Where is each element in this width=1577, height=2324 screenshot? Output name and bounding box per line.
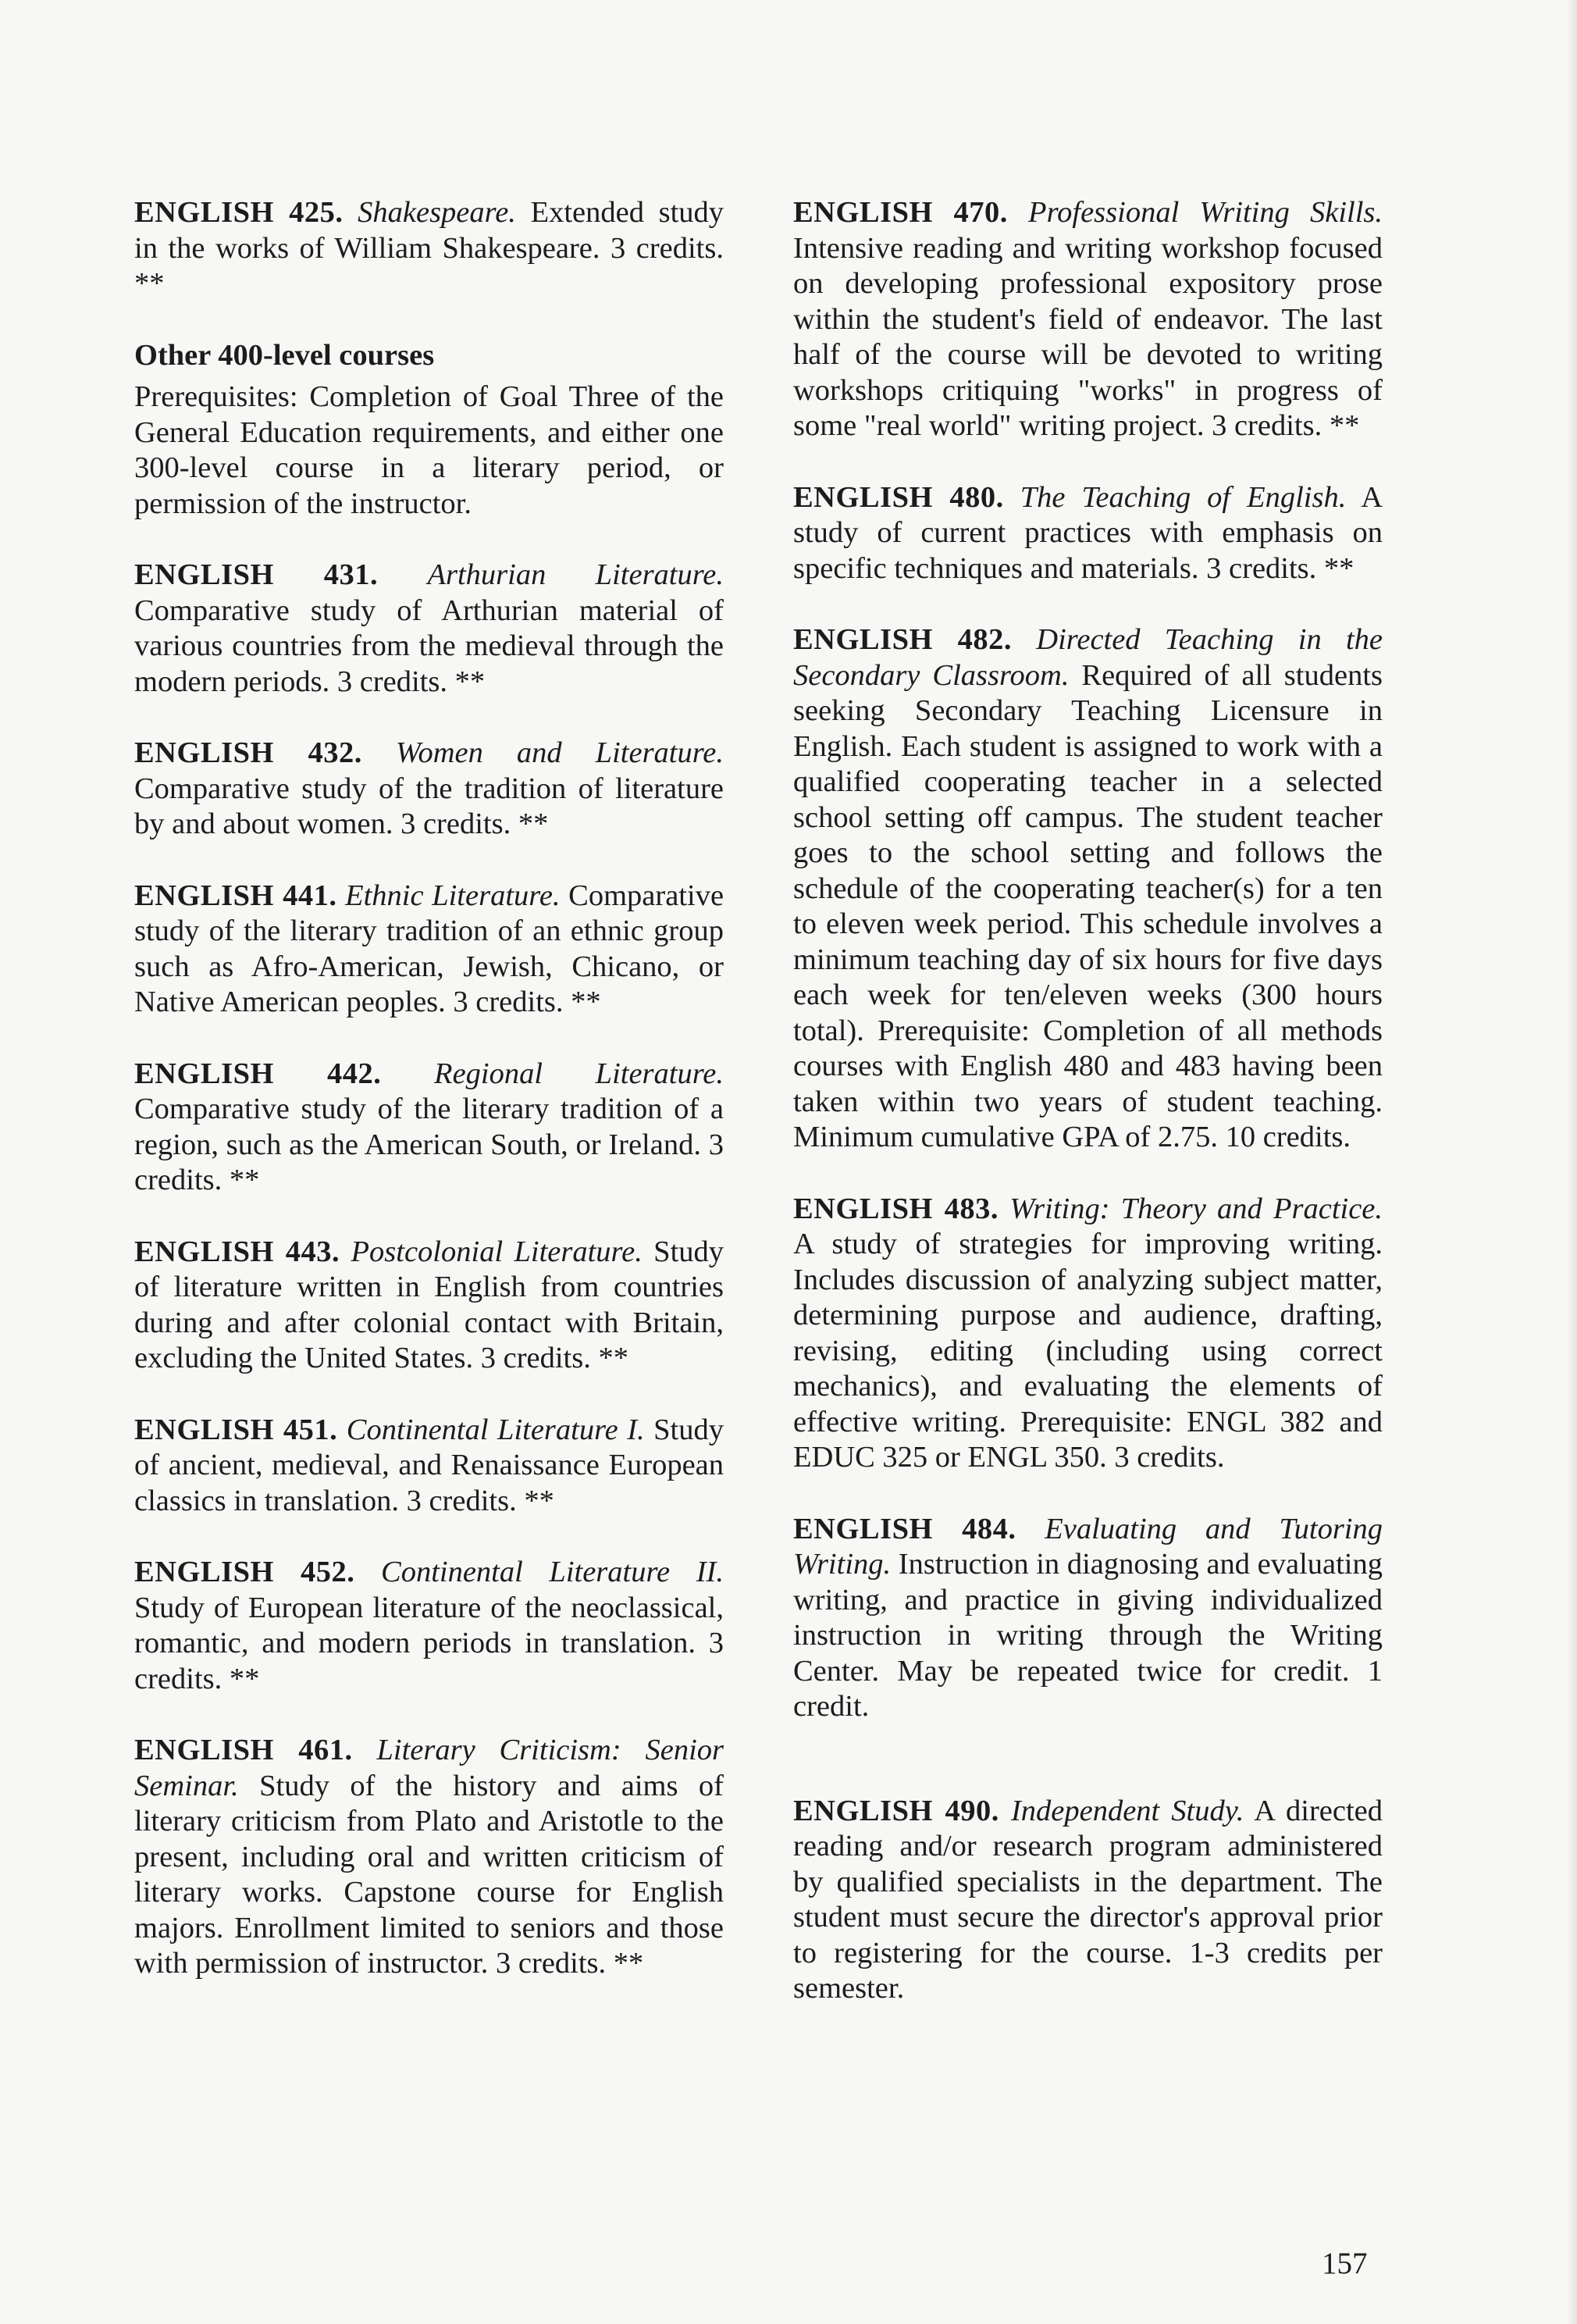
course-entry-451: [134, 1413, 724, 1520]
course-entry-483: [793, 1192, 1383, 1476]
course-description: A directed reading and/or research program administered by qualified specialists in the department. The student must secure the director's approval prior to registering for the course. 1-3 credits per semester.: [793, 1794, 1383, 2005]
course-entry-442: [134, 1057, 724, 1199]
course-description: A study of current practices with emphasis on specific techniques and materials. 3 credits. **: [793, 480, 1383, 585]
course-code: ENGLISH 451.: [134, 1413, 338, 1446]
course-entry-431: [134, 558, 724, 700]
course-code: ENGLISH 425.: [134, 196, 344, 229]
course-description: Comparative study of the literary tradition of an ethnic group such as Afro-American, Jewish, Chicano, or Native American peoples. 3 credits. **: [134, 879, 724, 1018]
section-heading: Other 400-level courses: [134, 338, 435, 372]
course-code: ENGLISH 441.: [134, 879, 337, 912]
page-edge-shadow: [1566, 0, 1577, 2324]
course-entry-480: [793, 480, 1383, 587]
course-code: ENGLISH 470.: [793, 196, 1008, 229]
right-column: [793, 195, 1383, 2043]
course-description: Comparative study of the tradition of literature by and about women. 3 credits. **: [134, 772, 724, 840]
course-entry-482: [793, 622, 1383, 1156]
course-code: ENGLISH 442.: [134, 1057, 382, 1090]
course-description: A study of strategies for improving writing. Includes discussion of analyzing subject matter, determining purpose and audience, drafting, revising, editing (including using correct mechanics), and evaluating the elements of effective writing. Prerequisite: ENGL 382 and EDUC 325 or ENGL 350. 3 credits.: [793, 1228, 1383, 1474]
course-entry-452: [134, 1555, 724, 1697]
course-code: ENGLISH 431.: [134, 558, 379, 591]
course-title: Evaluating and Tutoring Writing.: [793, 1512, 1383, 1581]
course-entry-470: [793, 195, 1383, 444]
course-title: Continental Literature II.: [381, 1556, 724, 1588]
course-title: Regional Literature.: [434, 1057, 724, 1090]
course-title: Directed Teaching in the Secondary Classroom.: [793, 623, 1383, 692]
course-entry-443: [134, 1235, 724, 1377]
course-entry-425: [134, 195, 724, 302]
section-prerequisites: Prerequisites: Completion of Goal Three of the General Education requirements, and either one 300-level course in a literary period, or permission of the instructor.: [134, 380, 724, 520]
course-code: ENGLISH 443.: [134, 1235, 340, 1268]
course-description: Comparative study of the literary tradition of a region, such as the American South, or Ireland. 3 credits. **: [134, 1092, 724, 1196]
course-code: ENGLISH 484.: [793, 1512, 1016, 1545]
course-title: Arthurian Literature.: [427, 558, 724, 591]
course-title: Women and Literature.: [395, 736, 724, 769]
course-title: Shakespeare.: [358, 196, 516, 229]
course-code: ENGLISH 461.: [134, 1734, 353, 1766]
course-description: Study of literature written in English from countries during and after colonial contact with Britain, excluding the United States. 3 credits. **: [134, 1235, 724, 1374]
course-entry-432: [134, 736, 724, 843]
course-description: Study of ancient, medieval, and Renaissance European classics in translation. 3 credits. **: [134, 1413, 724, 1517]
course-entry-484: [793, 1512, 1383, 1725]
course-description: Study of European literature of the neoclassical, romantic, and modern periods in translation. 3 credits. **: [134, 1591, 724, 1695]
course-title: Professional Writing Skills.: [1028, 196, 1383, 229]
page-number: 157: [1322, 2247, 1368, 2280]
course-description: Study of the history and aims of literary criticism from Plato and Aristotle to the present, including oral and written criticism of literary works. Capstone course for English majors. Enrollment limited to seniors and those with permission of instructor. 3 credits. **: [134, 1769, 724, 1980]
course-title: The Teaching of English.: [1020, 480, 1347, 514]
section-other-400-level: [134, 338, 724, 522]
course-title: Postcolonial Literature.: [351, 1235, 643, 1268]
course-title: Independent Study.: [1010, 1794, 1244, 1827]
course-entry-441: [134, 879, 724, 1021]
course-entry-490: [793, 1794, 1383, 2007]
course-description: Extended study in the works of William Shakespeare. 3 credits. **: [134, 196, 724, 300]
course-code: ENGLISH 432.: [134, 736, 362, 769]
course-code: ENGLISH 483.: [793, 1192, 999, 1225]
course-title: Ethnic Literature.: [345, 879, 561, 912]
left-column: [134, 195, 724, 2018]
course-description: Instruction in diagnosing and evaluating writing, and practice in giving individualized instruction in writing through the Writing Center. May be repeated twice for credit. 1 credit.: [793, 1548, 1383, 1723]
course-code: ENGLISH 452.: [134, 1556, 355, 1588]
course-description: Comparative study of Arthurian material of various countries from the medieval through the modern periods. 3 credits. **: [134, 593, 724, 698]
course-title: Literary Criticism: Senior Seminar.: [134, 1734, 724, 1802]
course-description: Intensive reading and writing workshop focused on developing professional expository prose within the student's field of endeavor. The last half of the course will be devoted to writing workshops critiquing "works" in progress of some "real world" writing project. 3 credits. **: [793, 231, 1383, 442]
course-code: ENGLISH 490.: [793, 1794, 999, 1827]
course-title: Continental Literature I.: [346, 1413, 645, 1446]
course-code: ENGLISH 480.: [793, 480, 1004, 514]
course-code: ENGLISH 482.: [793, 623, 1013, 656]
course-entry-461: [134, 1733, 724, 1982]
course-title: Writing: Theory and Practice.: [1009, 1192, 1383, 1225]
course-description: Required of all students seeking Secondary Teaching Licensure in English. Each student is assigned to work with a qualified cooperating teacher in a selected school setting off campus. The student teacher goes to the school setting and follows the schedule of the cooperating teacher(s) for a ten to eleven week period. This schedule involves a minimum teaching day of six hours for five days each week for ten/eleven weeks (300 hours total). Prerequisite: Completion of all methods courses with English 480 and 483 having been taken within two years of student teaching. Minimum cumulative GPA of 2.75. 10 credits.: [793, 658, 1383, 1153]
